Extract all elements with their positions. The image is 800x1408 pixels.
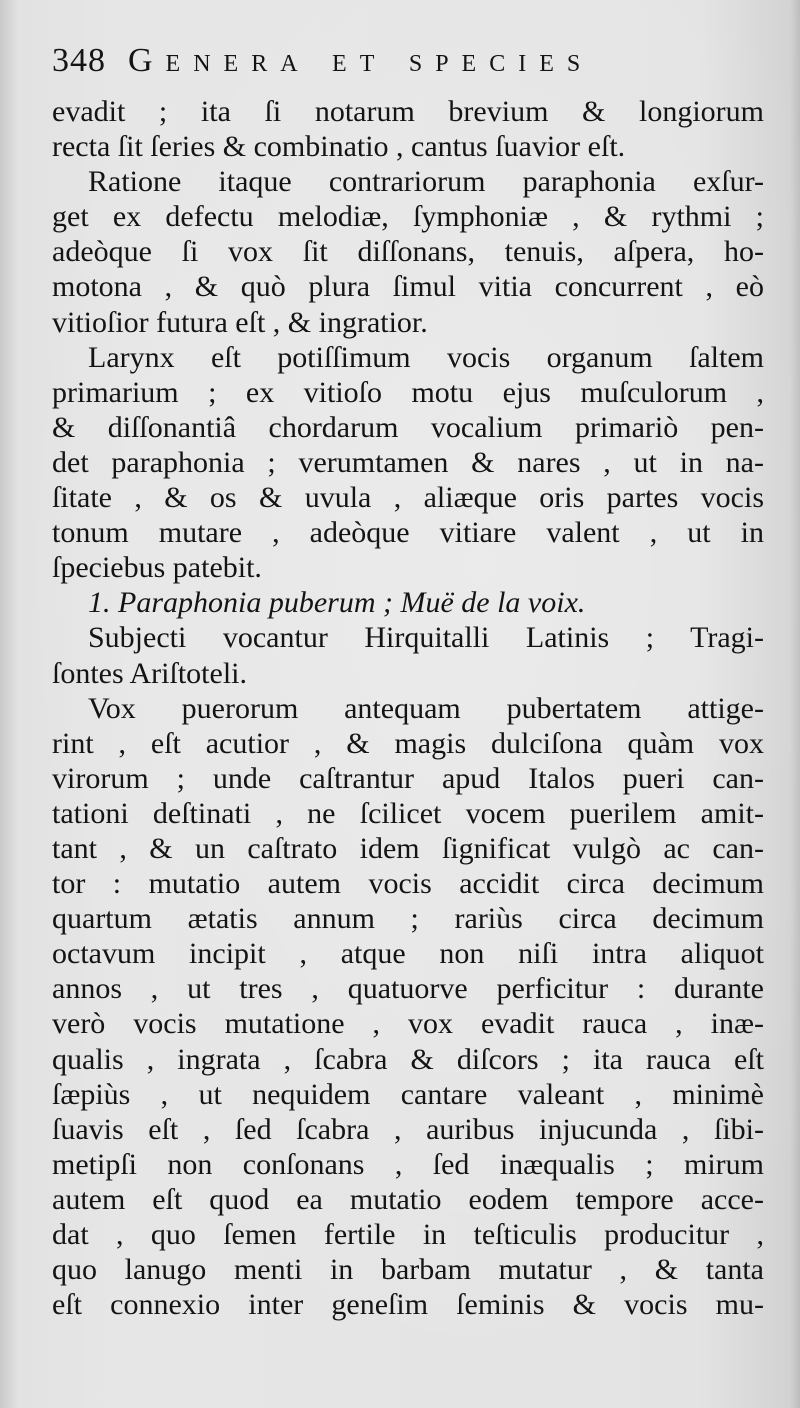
text-line: primarium ; ex vitioſo motu ejus muſculorum , xyxy=(52,375,764,409)
text-line: ſitate , & os & uvula , aliæque oris partes vocis xyxy=(52,481,764,515)
body-text xyxy=(52,94,764,1322)
text-line: rint , eſt acutior , & magis dulciſona quàm vox xyxy=(52,726,764,760)
page-header xyxy=(52,42,752,92)
text-line: Subjecti vocantur Hirquitalli Latinis ; Tragi- xyxy=(88,621,764,655)
text-line: det paraphonia ; verumtamen & nares , ut in na- xyxy=(52,445,764,479)
text-line: ſontes Ariſtoteli. xyxy=(52,656,247,690)
text-line: autem eſt quod ea mutatio eodem tempore acce- xyxy=(52,1182,764,1216)
text-line: Vox puerorum antequam pubertatem attige- xyxy=(88,691,764,725)
text-line: Ratione itaque contrariorum paraphonia exſur- xyxy=(88,165,764,199)
text-line: ſæpiùs , ut nequidem cantare valeant , minimè xyxy=(52,1077,764,1111)
text-line: quartum ætatis annum ; rariùs circa decimum xyxy=(52,902,764,936)
text-line: octavum incipit , atque non niſi intra aliquot xyxy=(52,937,764,971)
text-line: eſt connexio inter geneſim ſeminis & vocis mu- xyxy=(52,1288,764,1322)
text-line: verò vocis mutatione , vox evadit rauca , inæ- xyxy=(52,1007,764,1041)
text-line: tationi deſtinati , ne ſcilicet vocem puerilem amit- xyxy=(52,796,764,830)
text-line: qualis , ingrata , ſcabra & diſcors ; ita rauca eſt xyxy=(52,1042,764,1076)
page-number: 348 xyxy=(52,42,106,79)
text-line: virorum ; unde caſtrantur apud Italos pueri can- xyxy=(52,761,764,795)
text-line: evadit ; ita ſi notarum brevium & longiorum xyxy=(52,95,764,128)
text-line: recta ſit ſeries & combinatio , cantus ſuavior eſt. xyxy=(52,130,626,164)
text-line: ſpeciebus patebit. xyxy=(52,551,262,585)
text-line: get ex defectu melodiæ, ſymphoniæ , & rythmi ; xyxy=(52,200,764,234)
text-line: tant , & un caſtrato idem ſignificat vulgò ac can- xyxy=(52,831,764,865)
text-line: adeòque ſi vox ſit diſſonans, tenuis, aſpera, ho- xyxy=(52,235,764,269)
text-line: metipſi non conſonans , ſed inæqualis ; mirum xyxy=(52,1147,764,1181)
text-line: 1. Paraphonia puberum ; Muë de la voix. xyxy=(88,586,586,620)
text-line: tonum mutare , adeòque vitiare valent , ut in xyxy=(52,516,764,550)
text-line: & diſſonantiâ chordarum vocalium primariò pen- xyxy=(52,410,764,444)
text-line: vitioſior futura eſt , & ingratior. xyxy=(52,305,428,339)
text-line: dat , quo ſemen fertile in teſticulis producitur , xyxy=(52,1218,764,1251)
text-line: tor : mutatio autem vocis accidit circa decimum xyxy=(52,867,764,901)
text-line: annos , ut tres , quatuorve perficitur : durante xyxy=(52,972,764,1006)
text-line: ſuavis eſt , ſed ſcabra , auribus injucunda , ſibi- xyxy=(52,1112,764,1146)
text-line: Larynx eſt potiſſimum vocis organum ſaltem xyxy=(88,340,764,374)
running-title: Genera et species xyxy=(128,42,594,79)
text-line: motona , & quò plura ſimul vitia concurrent , eò xyxy=(52,270,764,304)
text-line: quo lanugo menti in barbam mutatur , & tanta xyxy=(52,1253,764,1287)
